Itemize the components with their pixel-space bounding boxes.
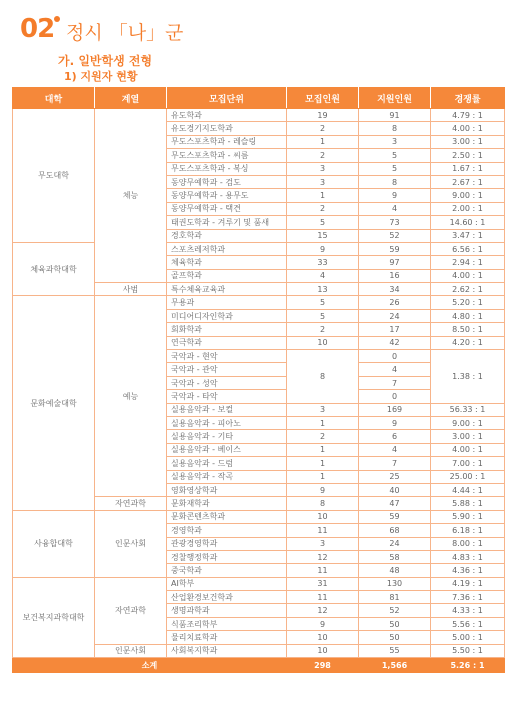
quota-cell: 2: [287, 202, 359, 215]
unit-cell: 문화재학과: [167, 497, 287, 510]
rate-cell: 9.00 : 1: [431, 416, 505, 429]
unit-cell: 체육학과: [167, 256, 287, 269]
page-title: 정시 「나」군: [66, 22, 184, 44]
applicants-cell: 8: [359, 175, 431, 188]
rate-cell: 4.44 : 1: [431, 483, 505, 496]
track-cell: 인문사회: [95, 510, 167, 577]
rate-cell: 3.00 : 1: [431, 135, 505, 148]
unit-cell: 국악과 - 관악: [167, 363, 287, 376]
unit-cell: 미디어디자인학과: [167, 309, 287, 322]
rate-cell: 5.50 : 1: [431, 644, 505, 657]
applicants-cell: 7: [359, 457, 431, 470]
rate-cell: 3.00 : 1: [431, 430, 505, 443]
rate-cell: 5.00 : 1: [431, 631, 505, 644]
table-row: [13, 510, 505, 523]
rate-cell: 1.38 : 1: [431, 350, 505, 404]
applicants-cell: 68: [359, 524, 431, 537]
rate-cell: 5.88 : 1: [431, 497, 505, 510]
quota-cell: 10: [287, 510, 359, 523]
applicants-cell: 17: [359, 323, 431, 336]
rate-cell: 5.20 : 1: [431, 296, 505, 309]
applicants-cell: 5: [359, 162, 431, 175]
quota-cell: 10: [287, 644, 359, 657]
unit-cell: AI학부: [167, 577, 287, 590]
applicants-cell: 0: [359, 350, 431, 363]
rate-cell: 4.36 : 1: [431, 564, 505, 577]
college-cell: 보건복지과학대학: [13, 577, 95, 657]
quota-cell: 1: [287, 189, 359, 202]
unit-cell: 실용음악과 - 피아노: [167, 416, 287, 429]
rate-cell: 4.00 : 1: [431, 269, 505, 282]
quota-cell: 5: [287, 309, 359, 322]
unit-cell: 유도경기지도학과: [167, 122, 287, 135]
quota-cell: 15: [287, 229, 359, 242]
quota-cell: 3: [287, 537, 359, 550]
quota-cell: 12: [287, 604, 359, 617]
unit-cell: 실용음악과 - 기타: [167, 430, 287, 443]
applicants-cell: 4: [359, 202, 431, 215]
unit-cell: 회화학과: [167, 323, 287, 336]
quota-cell: 2: [287, 149, 359, 162]
quota-cell: 11: [287, 524, 359, 537]
quota-cell: 13: [287, 283, 359, 296]
unit-cell: 물리치료학과: [167, 631, 287, 644]
applicants-cell: 52: [359, 604, 431, 617]
quota-cell: 19: [287, 109, 359, 122]
col-header-unit: 모집단위: [167, 88, 287, 109]
total-applicants: 1,566: [359, 658, 431, 673]
applicants-cell: 4: [359, 443, 431, 456]
unit-cell: 골프학과: [167, 269, 287, 282]
unit-cell: 관광경영학과: [167, 537, 287, 550]
quota-cell: 3: [287, 403, 359, 416]
track-cell: 체능: [95, 109, 167, 283]
unit-cell: 경찰행정학과: [167, 550, 287, 563]
unit-cell: 태권도학과 - 겨루기 및 품새: [167, 216, 287, 229]
applicants-cell: 6: [359, 430, 431, 443]
applicants-cell: 169: [359, 403, 431, 416]
unit-cell: 생명과학과: [167, 604, 287, 617]
unit-cell: 영화영상학과: [167, 483, 287, 496]
unit-cell: 스포츠레저학과: [167, 242, 287, 255]
table-row: [13, 577, 505, 590]
unit-cell: 특수체육교육과: [167, 283, 287, 296]
unit-cell: 경영학과: [167, 524, 287, 537]
college-cell: 무도대학: [13, 109, 95, 243]
applicants-cell: 52: [359, 229, 431, 242]
rate-cell: 2.00 : 1: [431, 202, 505, 215]
rate-cell: 25.00 : 1: [431, 470, 505, 483]
quota-cell: 31: [287, 577, 359, 590]
col-header-college: 대학: [13, 88, 95, 109]
college-cell: 사융합대학: [13, 510, 95, 577]
quota-cell: 33: [287, 256, 359, 269]
quota-cell: 10: [287, 336, 359, 349]
rate-cell: 8.50 : 1: [431, 323, 505, 336]
applicants-cell: 50: [359, 631, 431, 644]
quota-cell: 8: [287, 350, 359, 404]
quota-cell: 11: [287, 591, 359, 604]
quota-cell: 1: [287, 416, 359, 429]
applicants-cell: 42: [359, 336, 431, 349]
quota-cell: 12: [287, 550, 359, 563]
rate-cell: 6.18 : 1: [431, 524, 505, 537]
rate-cell: 5.56 : 1: [431, 617, 505, 630]
rate-cell: 4.83 : 1: [431, 550, 505, 563]
applicants-cell: 0: [359, 390, 431, 403]
rate-cell: 4.79 : 1: [431, 109, 505, 122]
quota-cell: 9: [287, 242, 359, 255]
applicants-cell: 9: [359, 189, 431, 202]
rate-cell: 2.94 : 1: [431, 256, 505, 269]
quota-cell: 2: [287, 122, 359, 135]
applicants-cell: 24: [359, 309, 431, 322]
quota-cell: 3: [287, 162, 359, 175]
rate-cell: 7.00 : 1: [431, 457, 505, 470]
rate-cell: 8.00 : 1: [431, 537, 505, 550]
quota-cell: 1: [287, 470, 359, 483]
quota-cell: 1: [287, 135, 359, 148]
applicants-cell: 5: [359, 149, 431, 162]
applicants-cell: 48: [359, 564, 431, 577]
applicant-table: [12, 87, 505, 673]
quota-cell: 1: [287, 443, 359, 456]
applicants-cell: 58: [359, 550, 431, 563]
total-row: [13, 658, 505, 673]
rate-cell: 7.36 : 1: [431, 591, 505, 604]
rate-cell: 4.20 : 1: [431, 336, 505, 349]
rate-cell: 4.19 : 1: [431, 577, 505, 590]
applicants-cell: 50: [359, 617, 431, 630]
unit-cell: 무도스포츠학과 - 씨름: [167, 149, 287, 162]
unit-cell: 사회복지학과: [167, 644, 287, 657]
total-rate: 5.26 : 1: [431, 658, 505, 673]
applicants-cell: 91: [359, 109, 431, 122]
unit-cell: 무도스포츠학과 - 복싱: [167, 162, 287, 175]
unit-cell: 국악과 - 성악: [167, 376, 287, 389]
rate-cell: 2.50 : 1: [431, 149, 505, 162]
section-heading: 1) 지원자 현황: [64, 70, 138, 83]
unit-cell: 문화콘텐츠학과: [167, 510, 287, 523]
quota-cell: 2: [287, 323, 359, 336]
rate-cell: 6.56 : 1: [431, 242, 505, 255]
quota-cell: 3: [287, 175, 359, 188]
quota-cell: 9: [287, 617, 359, 630]
rate-cell: 2.67 : 1: [431, 175, 505, 188]
unit-cell: 무도스포츠학과 - 레슬링: [167, 135, 287, 148]
unit-cell: 중국학과: [167, 564, 287, 577]
unit-cell: 국악과 - 현악: [167, 350, 287, 363]
unit-cell: 동양무예학과 - 택견: [167, 202, 287, 215]
track-cell: 자연과학: [95, 497, 167, 510]
table-row: [13, 296, 505, 309]
unit-cell: 동양무예학과 - 검도: [167, 175, 287, 188]
rate-cell: 4.80 : 1: [431, 309, 505, 322]
track-cell: 인문사회: [95, 644, 167, 657]
applicants-cell: 7: [359, 376, 431, 389]
applicants-cell: 24: [359, 537, 431, 550]
applicants-cell: 26: [359, 296, 431, 309]
applicants-cell: 73: [359, 216, 431, 229]
applicants-cell: 4: [359, 363, 431, 376]
rate-cell: 4.33 : 1: [431, 604, 505, 617]
applicants-cell: 40: [359, 483, 431, 496]
applicants-cell: 55: [359, 644, 431, 657]
unit-cell: 산업환경보건학과: [167, 591, 287, 604]
quota-cell: 5: [287, 216, 359, 229]
col-header-track: 계열: [95, 88, 167, 109]
unit-cell: 경호학과: [167, 229, 287, 242]
quota-cell: 5: [287, 296, 359, 309]
applicants-cell: 97: [359, 256, 431, 269]
total-label: 소계: [13, 658, 287, 673]
applicants-cell: 16: [359, 269, 431, 282]
table-row: [13, 242, 505, 255]
quota-cell: 10: [287, 631, 359, 644]
rate-cell: 9.00 : 1: [431, 189, 505, 202]
subtitle: 가. 일반학생 전형: [58, 54, 153, 68]
table-body: [13, 109, 505, 673]
section-dot-icon: [54, 16, 60, 22]
applicants-cell: 3: [359, 135, 431, 148]
applicants-cell: 47: [359, 497, 431, 510]
unit-cell: 동양무예학과 - 용무도: [167, 189, 287, 202]
rate-cell: 5.90 : 1: [431, 510, 505, 523]
applicants-cell: 9: [359, 416, 431, 429]
rate-cell: 4.00 : 1: [431, 443, 505, 456]
col-header-applicants: 지원인원: [359, 88, 431, 109]
rate-cell: 1.67 : 1: [431, 162, 505, 175]
col-header-rate: 경쟁률: [431, 88, 505, 109]
quota-cell: 4: [287, 269, 359, 282]
table-header-row: [13, 88, 505, 109]
college-cell: 문화예술대학: [13, 296, 95, 510]
quota-cell: 8: [287, 497, 359, 510]
applicants-cell: 8: [359, 122, 431, 135]
quota-cell: 2: [287, 430, 359, 443]
col-header-quota: 모집인원: [287, 88, 359, 109]
rate-cell: 3.47 : 1: [431, 229, 505, 242]
unit-cell: 유도학과: [167, 109, 287, 122]
table-row: [13, 109, 505, 122]
applicants-cell: 81: [359, 591, 431, 604]
track-cell: 사범: [95, 283, 167, 296]
unit-cell: 실용음악과 - 베이스: [167, 443, 287, 456]
track-cell: 자연과학: [95, 577, 167, 644]
unit-cell: 실용음악과 - 드럼: [167, 457, 287, 470]
rate-cell: 2.62 : 1: [431, 283, 505, 296]
rate-cell: 14.60 : 1: [431, 216, 505, 229]
rate-cell: 56.33 : 1: [431, 403, 505, 416]
track-cell: 예능: [95, 296, 167, 497]
unit-cell: 국악과 - 타악: [167, 390, 287, 403]
total-quota: 298: [287, 658, 359, 673]
unit-cell: 실용음악과 - 보컬: [167, 403, 287, 416]
applicants-cell: 25: [359, 470, 431, 483]
college-cell: 체육과학대학: [13, 242, 95, 296]
quota-cell: 1: [287, 457, 359, 470]
applicants-cell: 34: [359, 283, 431, 296]
applicants-cell: 59: [359, 242, 431, 255]
applicants-cell: 130: [359, 577, 431, 590]
quota-cell: 9: [287, 483, 359, 496]
unit-cell: 연극학과: [167, 336, 287, 349]
unit-cell: 식품조리학부: [167, 617, 287, 630]
unit-cell: 무용과: [167, 296, 287, 309]
section-number: 02: [20, 14, 55, 44]
quota-cell: 11: [287, 564, 359, 577]
unit-cell: 실용음악과 - 작곡: [167, 470, 287, 483]
rate-cell: 4.00 : 1: [431, 122, 505, 135]
applicants-cell: 59: [359, 510, 431, 523]
